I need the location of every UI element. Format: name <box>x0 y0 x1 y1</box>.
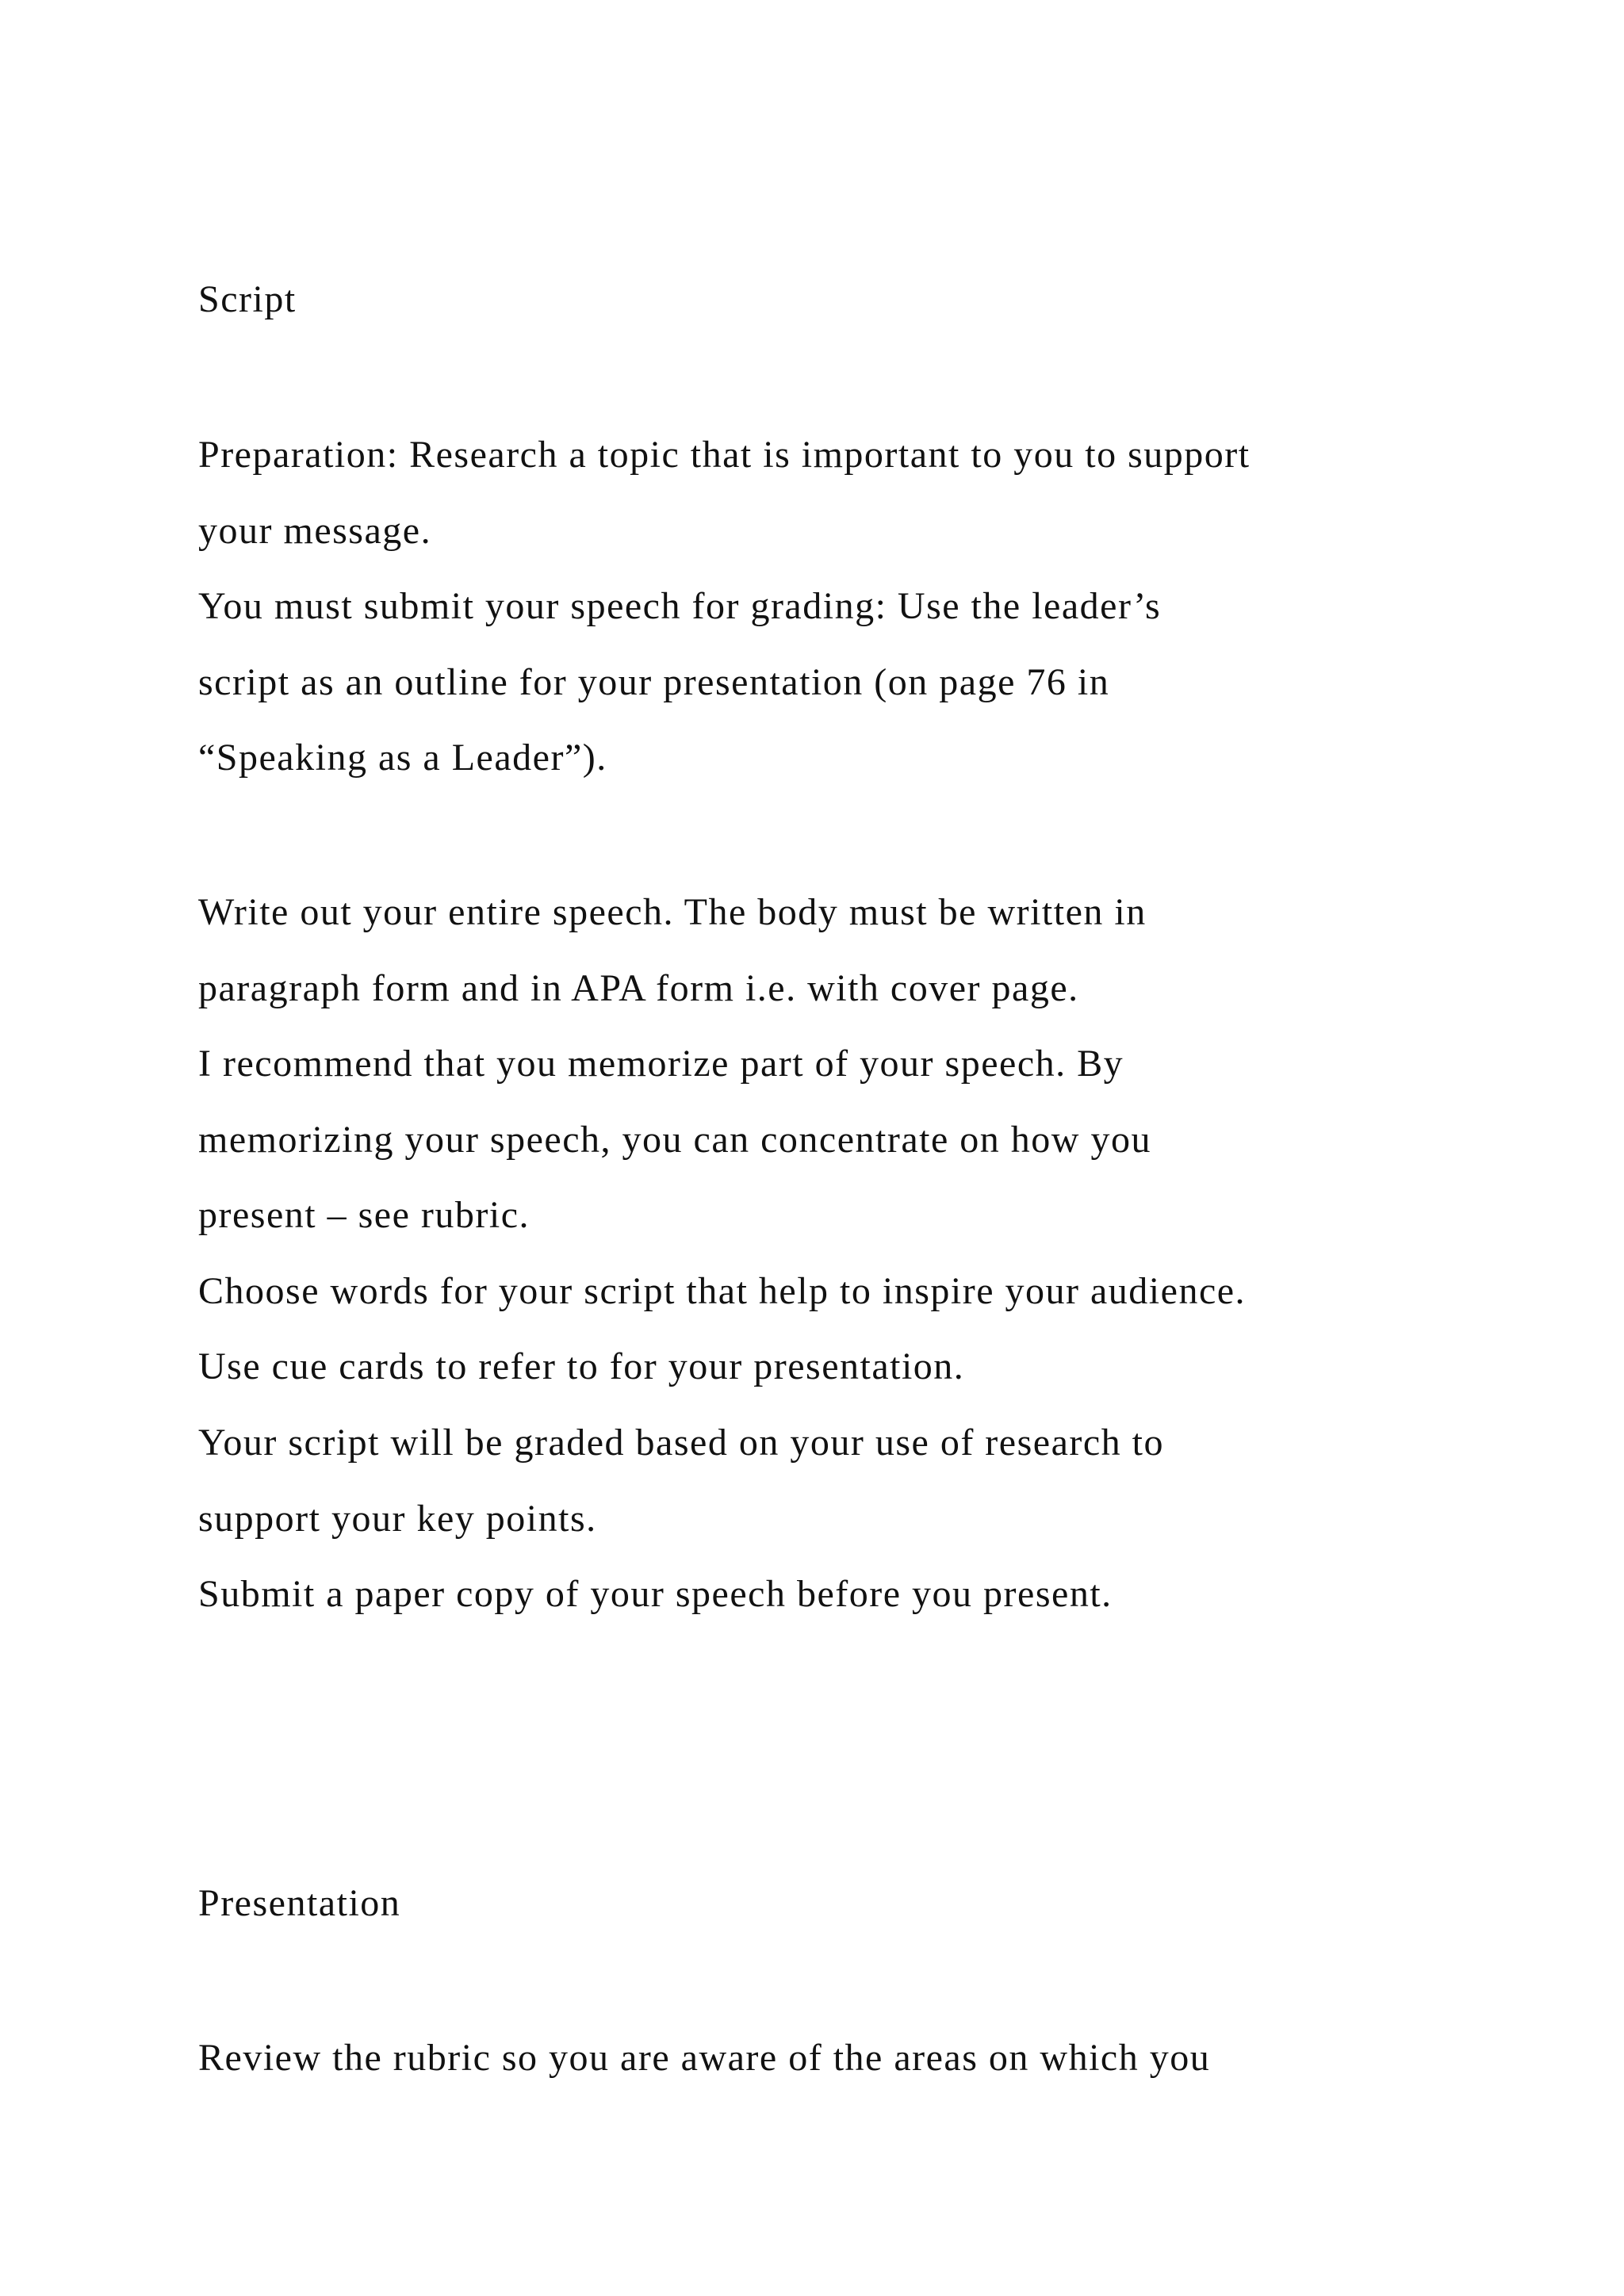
text-line: script as an outline for your presentation (on page 76 in <box>198 661 1110 703</box>
text-line: I recommend that you memorize part of your speech. By <box>198 1043 1124 1085</box>
text-line: present – see rubric. <box>198 1194 530 1236</box>
text-line: your message. <box>198 510 432 552</box>
text-line: “Speaking as a Leader”). <box>198 737 607 779</box>
heading-presentation: Presentation <box>198 1882 401 1924</box>
text-line: memorizing your speech, you can concentrate on how you <box>198 1119 1151 1161</box>
heading-script: Script <box>198 278 297 320</box>
text-line: Write out your entire speech. The body must be written in <box>198 891 1147 933</box>
text-line: support your key points. <box>198 1498 597 1540</box>
text-line: Choose words for your script that help to inspire your audience. <box>198 1270 1247 1312</box>
text-line: Review the rubric so you are aware of the areas on which you <box>198 2037 1211 2079</box>
text-line: Your script will be graded based on your use of research to <box>198 1422 1164 1464</box>
text-line: paragraph form and in APA form i.e. with cover page. <box>198 967 1079 1009</box>
text-line: Preparation: Research a topic that is important to you to support <box>198 434 1251 476</box>
text-line: You must submit your speech for grading: Use the leader’s <box>198 585 1162 627</box>
text-line: Submit a paper copy of your speech before you present. <box>198 1573 1113 1615</box>
text-line: Use cue cards to refer to for your presentation. <box>198 1345 965 1387</box>
